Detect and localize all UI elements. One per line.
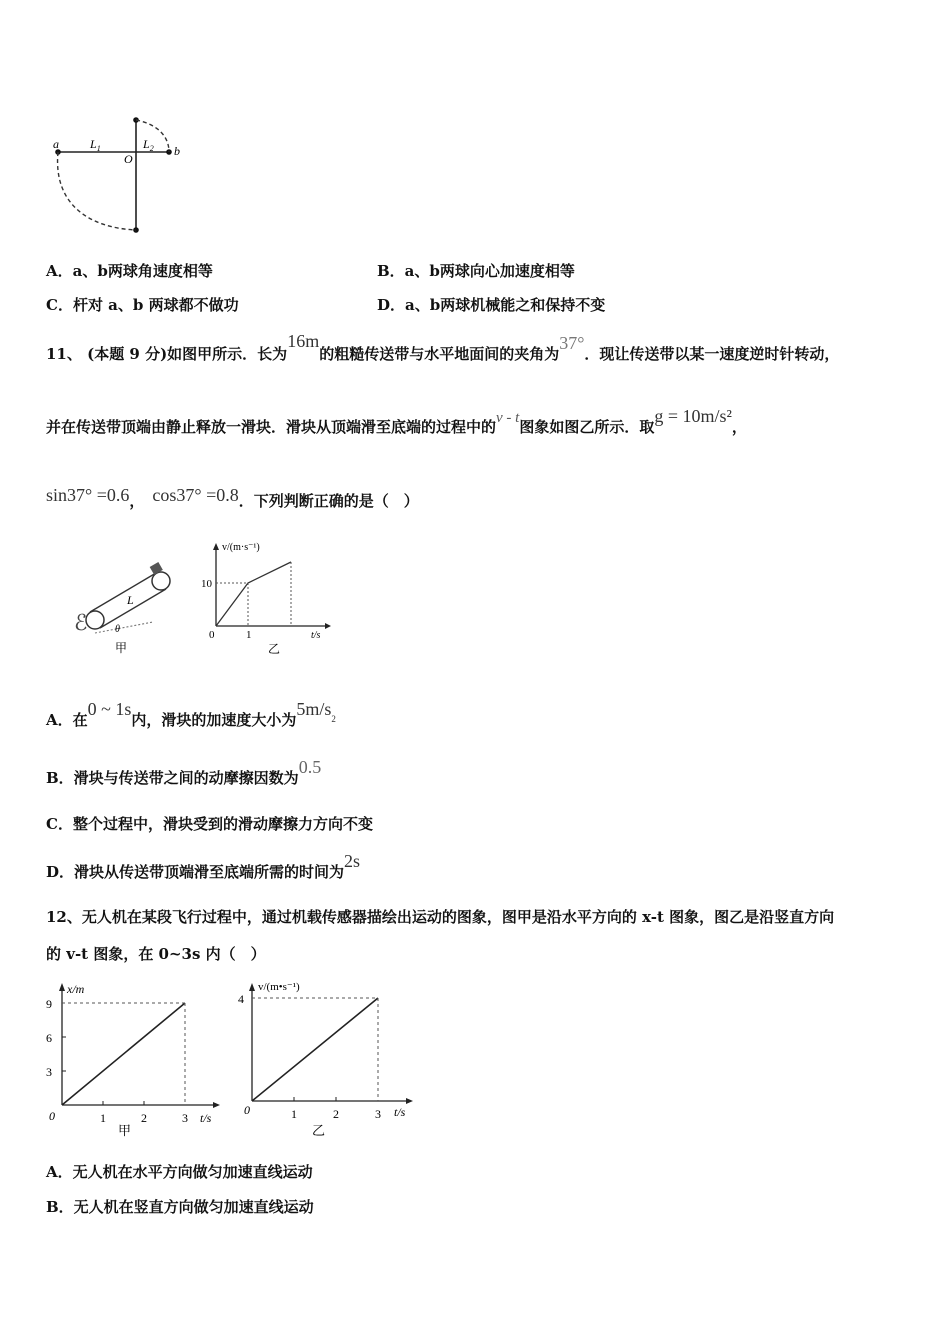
vt-tick-t2: 2 bbox=[333, 1107, 339, 1121]
math-mu: 0.5 bbox=[298, 757, 322, 777]
math-g: g = 10m/s² bbox=[654, 406, 732, 426]
label-O: O bbox=[124, 152, 133, 166]
fig-yi-caption: 乙 bbox=[268, 642, 281, 656]
q10-option-a: A．a、b两球角速度相等 bbox=[46, 262, 213, 280]
q10-option-d: D．a、b两球机械能之和保持不变 bbox=[377, 296, 606, 314]
rotation-arrow-icon: ℰ bbox=[74, 610, 88, 635]
xt-xlabel: t/s bbox=[200, 1111, 212, 1125]
belt-length-label: L bbox=[127, 593, 134, 607]
math-length: 16m bbox=[287, 331, 320, 351]
math-sin: sin37° =0.6 bbox=[46, 485, 130, 505]
q11-option-b: B．滑块与传送带之间的动摩擦因数为0.5 bbox=[46, 757, 322, 787]
vt-origin: 0 bbox=[244, 1103, 250, 1117]
xt-tick-9: 9 bbox=[46, 997, 52, 1011]
conveyor-figure bbox=[65, 560, 185, 658]
xt-tick-6: 6 bbox=[46, 1031, 52, 1045]
xt-tick-t1: 1 bbox=[100, 1111, 106, 1125]
vt-graph-q12 bbox=[230, 975, 420, 1145]
vt-caption: 乙 bbox=[312, 1123, 326, 1138]
xt-graph bbox=[40, 975, 225, 1145]
belt-top bbox=[90, 573, 156, 612]
vt-origin: 0 bbox=[209, 629, 215, 641]
q10-option-c: C．杆对 a、b 两球都不做功 bbox=[46, 296, 239, 314]
vt-tick-t1: 1 bbox=[291, 1107, 297, 1121]
xt-tick-t2: 2 bbox=[141, 1111, 147, 1125]
rod-rotation-figure bbox=[45, 110, 195, 240]
xt-tick-t3: 3 bbox=[182, 1111, 188, 1125]
q12-option-a: A．无人机在水平方向做匀加速直线运动 bbox=[46, 1163, 313, 1181]
math-angle: 37° bbox=[559, 333, 585, 353]
top-pulley bbox=[152, 572, 170, 590]
vt-tick-10: 10 bbox=[201, 578, 212, 590]
bottom-pulley bbox=[86, 611, 104, 629]
q11-option-d: D．滑块从传送带顶端滑至底端所需的时间为2s bbox=[46, 851, 361, 881]
slider-block bbox=[150, 562, 163, 575]
vt-tick-t3: 3 bbox=[375, 1107, 381, 1121]
math-accel: 5m/s bbox=[296, 699, 332, 719]
vt-line bbox=[252, 998, 378, 1101]
q11-stem-line3: sin37° =0.6， cos37° =0.8．下列判断正确的是（ ） bbox=[46, 485, 419, 510]
q11-stem-line2: 并在传送带顶端由静止释放一滑块．滑块从顶端滑至底端的过程中的v - t图象如图乙所示．取g = 10m/s²， bbox=[46, 406, 747, 436]
label-L2: $L_2$ bbox=[143, 137, 154, 153]
xt-ylabel: x/m bbox=[67, 982, 85, 996]
velocity-line bbox=[216, 562, 291, 626]
math-cos: cos37° =0.8 bbox=[152, 485, 239, 505]
y-axis-arrow-icon bbox=[59, 983, 65, 991]
q12-stem-line2: 的 v-t 图象，在 0~3s 内（ ） bbox=[46, 945, 266, 963]
q12-stem-line1: 12、无人机在某段飞行过程中，通过机载传感器描绘出运动的图象，图甲是沿水平方向的 x-t 图象，图乙是沿竖直方向 bbox=[46, 908, 835, 926]
xt-line bbox=[62, 1003, 185, 1105]
fig-jia-caption: 甲 bbox=[115, 641, 128, 655]
math-accel-exp: 2 bbox=[331, 714, 336, 724]
label-a: a bbox=[53, 137, 59, 151]
q11-option-c: C．整个过程中，滑块受到的滑动摩擦力方向不变 bbox=[46, 815, 373, 833]
q10-option-b: B．a、b两球向心加速度相等 bbox=[377, 262, 575, 280]
vt-graph-q11 bbox=[198, 538, 338, 660]
xt-tick-3: 3 bbox=[46, 1065, 52, 1079]
q11-stem-line1: 11、 (本题 9 分)如图甲所示．长为16m的粗糙传送带与水平地面间的夹角为37°．现让传送带以某一速度逆时针转动， bbox=[46, 331, 840, 363]
vt-xlabel: t/s bbox=[394, 1105, 406, 1119]
vt-ylabel: v/(m·s⁻¹) bbox=[222, 542, 260, 553]
xt-caption: 甲 bbox=[118, 1123, 132, 1138]
math-vt: v - t bbox=[496, 410, 520, 426]
q12-option-b: B．无人机在竖直方向做匀加速直线运动 bbox=[46, 1198, 314, 1216]
x-axis-arrow-icon bbox=[213, 1102, 220, 1108]
label-L1: $L_1$ bbox=[90, 137, 101, 153]
y-axis-arrow-icon bbox=[249, 983, 255, 991]
vt-xlabel: t/s bbox=[311, 630, 321, 641]
xt-origin: 0 bbox=[49, 1109, 55, 1123]
vt-tick-1: 1 bbox=[246, 629, 252, 641]
x-axis-arrow-icon bbox=[325, 623, 331, 629]
math-time: 2s bbox=[344, 851, 361, 871]
math-interval: 0 ~ 1s bbox=[87, 699, 132, 719]
angle-label: θ bbox=[115, 624, 120, 635]
vt-ylabel: v/(m•s⁻¹) bbox=[258, 981, 300, 993]
y-axis-arrow-icon bbox=[213, 543, 219, 550]
x-axis-arrow-icon bbox=[406, 1098, 413, 1104]
label-b: b bbox=[174, 144, 180, 158]
vt-tick-4: 4 bbox=[238, 992, 244, 1006]
q11-option-a: A．在0 ~ 1s内，滑块的加速度大小为$5m/s^2$ bbox=[46, 699, 336, 729]
